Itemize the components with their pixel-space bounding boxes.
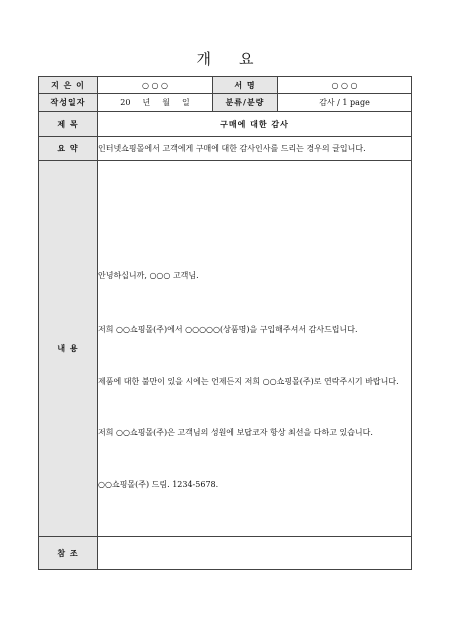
date-year-unit: 년 [142,98,151,107]
date-value [98,94,213,112]
author-label: 지 은 이 [39,77,98,94]
signature-label: 서 명 [213,77,278,94]
date-label: 작성일자 [39,94,98,112]
summary-value: 인터넷쇼핑몰에서 고객에게 구매에 대한 감사인사를 드리는 경우의 글입니다. [98,137,412,161]
title-char-1: 개 [196,50,211,68]
subject-value: 구매에 대한 감사 [98,112,412,137]
content-paragraph: ○○쇼핑몰(주) 드림. 1234-5678. [98,479,219,489]
title-char-2: 요 [239,50,254,68]
document-title [0,48,450,69]
date-year: 20 [120,98,131,107]
category-value: 감사 / 1 page [278,94,412,112]
category-label: 분류/분량 [213,94,278,112]
content-paragraph: 저희 ○○쇼핑몰(주)에서 ○○○○○(상품명)을 구입해주셔서 감사드립니다. [98,324,358,334]
reference-label: 참 조 [39,537,98,570]
content-body [98,161,412,537]
content-paragraph: 저희 ○○쇼핑몰(주)은 고객님의 성원에 보답코자 항상 최선을 다하고 있습니다. [98,427,373,437]
author-value: ○ ○ ○ [98,77,213,94]
overview-form-table [38,76,412,570]
summary-label: 요 약 [39,137,98,161]
date-month-unit: 월 [162,98,170,107]
content-paragraph: 안녕하십니까, ○○○ 고객님. [98,270,199,280]
reference-row [39,537,412,570]
date-row [39,94,412,112]
content-label: 내 용 [39,161,98,537]
content-row [39,161,412,537]
subject-row [39,112,412,137]
subject-label: 제 목 [39,112,98,137]
author-row [39,77,412,94]
signature-value: ○ ○ ○ [278,77,412,94]
content-paragraph: 제품에 대한 불만이 있을 시에는 언제든지 저희 ○○쇼핑몰(주)로 연락주시기 바랍니다. [98,376,399,386]
summary-row [39,137,412,161]
date-day-unit: 일 [181,98,190,107]
reference-value [98,537,412,570]
